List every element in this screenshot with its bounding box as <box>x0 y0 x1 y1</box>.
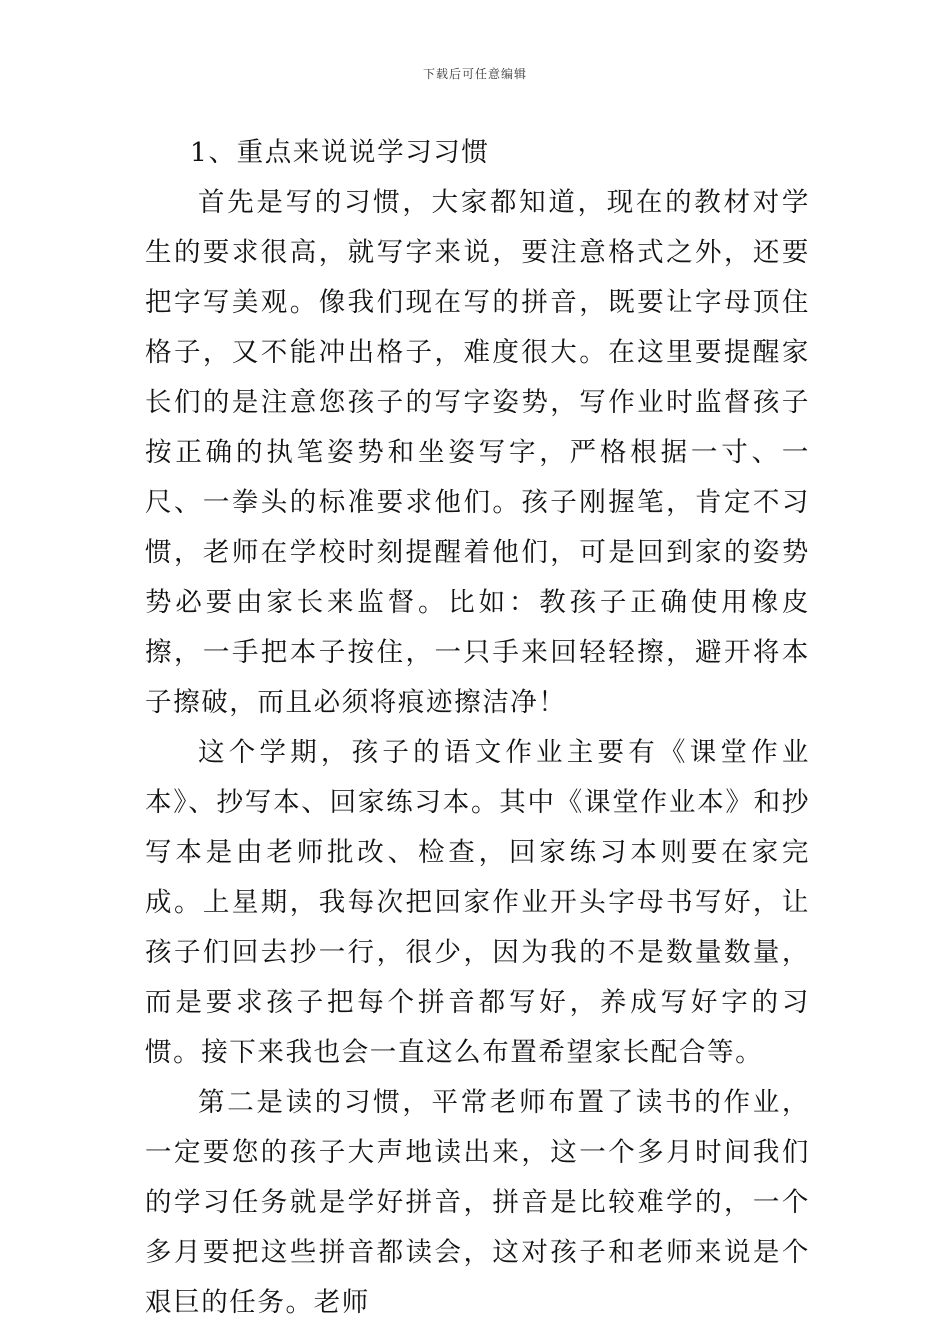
paragraph-writing-habit: 首先是写的习惯，大家都知道，现在的教材对学生的要求很高，就写字来说，要注意格式之外，还要把字写美观。像我们现在写的拼音，既要让字母顶住格子，又不能冲出格子，难度很大。在这里要提醒家长们的是注意您孩子的写字姿势，写作业时监督孩子按正确的执笔姿势和坐姿写字，严格根据一寸、一尺、一拳头的标准要求他们。孩子刚握笔，肯定不习惯，老师在学校时刻提醒着他们，可是回到家的姿势势必要由家长来监督。比如：教孩子正确使用橡皮擦，一手把本子按住，一只手来回轻轻擦，避开将本子擦破，而且必须将痕迹擦洁净！ <box>145 187 810 718</box>
section-heading: 1、重点来说说学习习惯 <box>190 137 490 168</box>
paragraph-reading-habit: 第二是读的习惯，平常老师布置了读书的作业，一定要您的孩子大声地读出来，这一个多月时间我们的学习任务就是学好拼音，拼音是比较难学的，一个多月要把这些拼音都读会，这对孩子和老师来说是个艰巨的任务。老师 <box>145 1087 810 1318</box>
page-header: 下载后可任意编辑 <box>422 67 527 81</box>
paragraph-homework: 这个学期，孩子的语文作业主要有《课堂作业本》、抄写本、回家练习本。其中《课堂作业本》和抄写本是由老师批改、检查，回家练习本则要在家完成。上星期，我每次把回家作业开头字母书写好，让孩子们回去抄一行，很少，因为我的不是数量数量，而是要求孩子把每个拼音都写好，养成写好字的习惯。接下来我也会一直这么布置希望家长配合等。 <box>145 737 810 1068</box>
document-body <box>145 128 810 1328</box>
